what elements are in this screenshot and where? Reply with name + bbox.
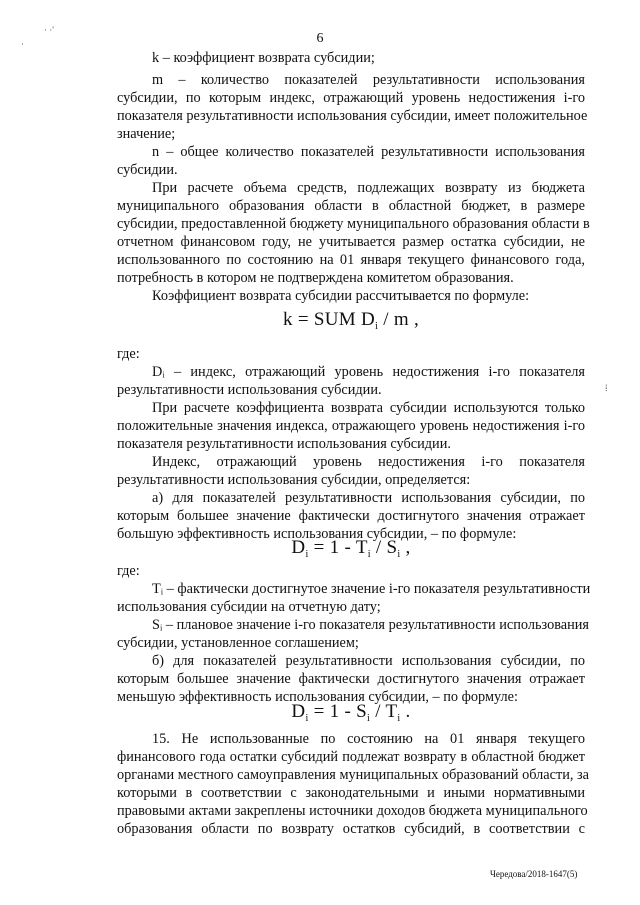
text-line: отчетном финансовом году, не учитывается размер остатка субсидии, не — [117, 234, 585, 250]
text-line: использования субсидии на отчетную дату; — [117, 599, 381, 615]
formula-part: k = SUM D — [282, 309, 376, 330]
text-line: значение; — [117, 126, 176, 142]
text-line: муниципального образования области в областной бюджет, в размере — [117, 198, 585, 214]
text-line: где: — [117, 346, 140, 362]
text-line: 15. Не использованные по состоянию на 01 января текущего — [152, 731, 585, 747]
text-line: При расчете коэффициента возврата субсидии используются только — [152, 400, 585, 416]
formula-subscript: i — [305, 549, 309, 560]
formula-part: / m , — [378, 309, 420, 330]
formula-index-b — [117, 701, 585, 724]
text-line: Tᵢ – фактически достигнутое значение i-го показателя результативности — [152, 581, 591, 597]
text-line: При расчете объема средств, подлежащих возврату из бюджета — [152, 180, 585, 196]
text-line: субсидии, по которым индекс, отражающий уровень недостижения i-го — [117, 90, 585, 106]
text-line: положительные значения индекса, отражающего уровень недостижения i-го — [117, 418, 585, 434]
text-line: а) для показателей результативности использования субсидии, по — [152, 490, 585, 506]
formula-part: / T — [370, 701, 398, 722]
text-line: m – количество показателей результативности использования — [152, 72, 585, 88]
text-line: Коэффициент возврата субсидии рассчитывается по формуле: — [152, 288, 530, 304]
formula-part: = 1 - T — [308, 537, 368, 558]
text-line: образования области по возврату остатков субсидий, в соответствии с — [117, 821, 585, 837]
text-line: субсидии, установленное соглашением; — [117, 635, 359, 651]
text-line: которым большее значение фактически достигнутого значения отражает — [117, 671, 585, 687]
text-line: результативности использования субсидии. — [117, 382, 382, 398]
text-line: правовыми актами закреплены источники доходов бюджета муниципального — [117, 803, 588, 819]
text-line: органами местного самоуправления муниципальных образований области, за — [117, 767, 590, 783]
formula-return-coefficient — [117, 309, 585, 332]
text-line: n – общее количество показателей результативности использования — [152, 144, 585, 160]
formula-part: / S — [370, 537, 398, 558]
page-number: 6 — [316, 31, 324, 46]
formula-subscript: i — [305, 713, 309, 724]
text-line: субсидии. — [117, 162, 178, 178]
text-line: где: — [117, 563, 140, 579]
formula-part: = 1 - S — [308, 701, 368, 722]
text-line: которым большее значение фактически достигнутого значения отражает — [117, 508, 585, 524]
formula-subscript: i — [367, 713, 371, 724]
document-footer-code: Чередова/2018-1647(5) — [490, 869, 578, 879]
text-line: Dᵢ – индекс, отражающий уровень недостижения i-го показателя — [152, 364, 585, 380]
scan-mark-left: · — [21, 39, 24, 49]
text-line: большую эффективность использования субсидии, – по формуле: — [117, 526, 517, 542]
formula-subscript: i — [397, 713, 401, 724]
text-line: показателя результативности использования субсидии, имеет положительное — [117, 108, 588, 124]
text-line: показателя результативности использования субсидии. — [117, 436, 451, 452]
formula-part: D — [291, 701, 306, 722]
formula-part: D — [291, 537, 306, 558]
formula-subscript: i — [397, 549, 401, 560]
formula-part: , — [400, 537, 411, 558]
formula-part: . — [400, 701, 411, 722]
text-line: субсидии, предоставленной бюджету муниципального образования области в — [117, 216, 590, 232]
formula-index-a — [117, 537, 585, 560]
text-line: потребность в котором не подтверждена комитетом образования. — [117, 270, 514, 286]
text-line: использованного по состоянию на 01 января текущего финансового года, — [117, 252, 585, 268]
formula-subscript: i — [367, 549, 371, 560]
text-line: Индекс, отражающий уровень недостижения i-го показателя — [152, 454, 585, 470]
text-line: б) для показателей результативности использования субсидии, по — [152, 653, 585, 669]
text-line: финансового года остатки субсидий подлежат возврату в областной бюджет — [117, 749, 585, 765]
text-line: результативности использования субсидии, определяется: — [117, 472, 471, 488]
text-line: Sᵢ – плановое значение i-го показателя результативности использования — [152, 617, 590, 633]
text-line: меньшую эффективность использования субсидии, – по формуле: — [117, 689, 518, 705]
scan-mark-right: ⁞ — [605, 383, 608, 393]
scan-mark-top-left: · ·' — [44, 25, 54, 35]
text-line: k – коэффициент возврата субсидии; — [152, 50, 375, 66]
formula-subscript: i — [375, 321, 379, 332]
text-line: которыми в соответствии с законодательными и иными нормативными — [117, 785, 585, 801]
